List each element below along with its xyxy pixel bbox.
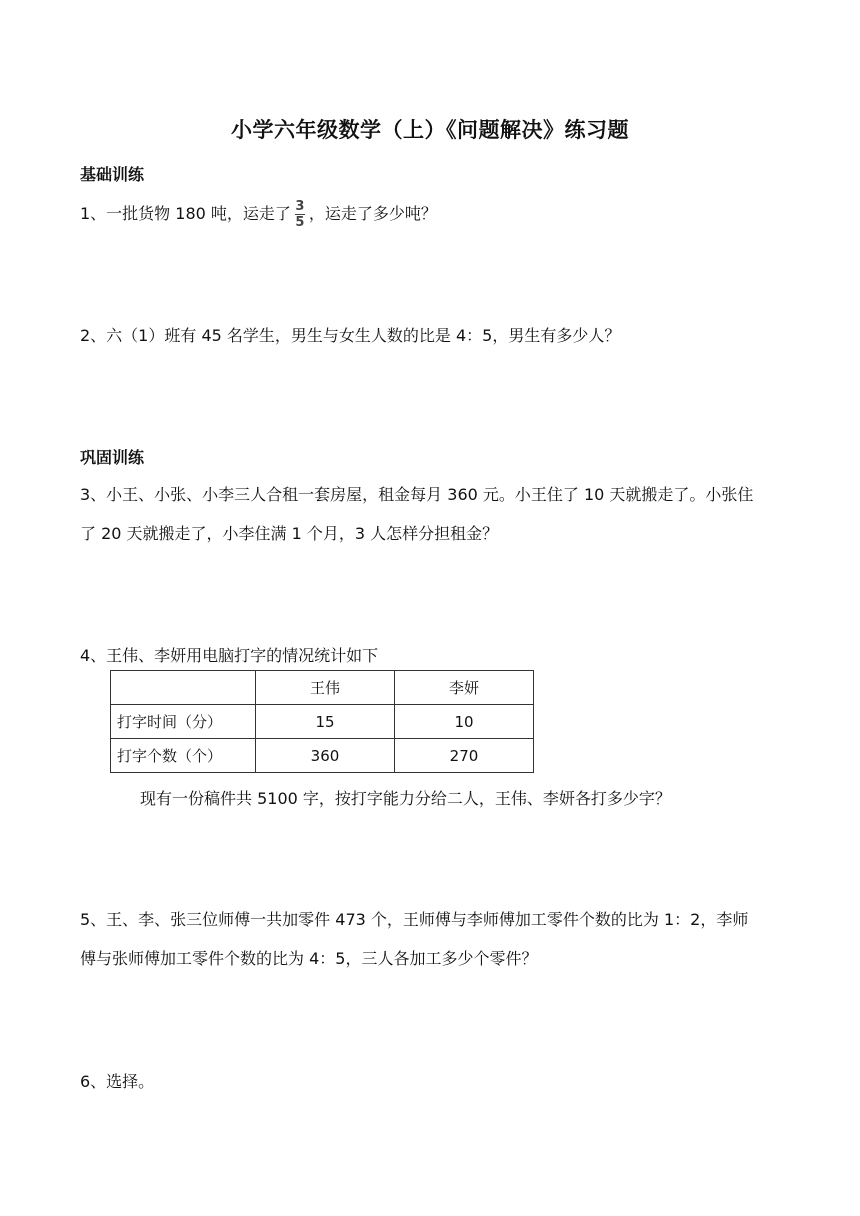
question-5-line-2: 傅与张师傅加工零件个数的比为 4：5，三人各加工多少个零件？ [80, 949, 538, 968]
question-5-line-1: 5、王、李、张三位师傅一共加零件 473 个，王师傅与李师傅加工零件个数的比为 1：2，李师 [80, 910, 749, 929]
page-title: 小学六年级数学（上）《问题解决》练习题 [231, 117, 629, 142]
table-header-row [111, 671, 534, 705]
section-heading-consolidate: 巩固训练 [80, 448, 145, 467]
table-header-liyan: 李妍 [395, 671, 534, 705]
question-4-intro: 4、王伟、李妍用电脑打字的情况统计如下 [80, 646, 379, 665]
table-row-label: 打字时间（分） [111, 705, 256, 739]
table-cell [111, 671, 256, 705]
section-heading-basic: 基础训练 [80, 165, 145, 184]
table-row-label: 打字个数（个） [111, 739, 256, 773]
fraction-numerator: 3 [295, 199, 305, 214]
table-header-wangwei: 王伟 [256, 671, 395, 705]
table-cell: 15 [256, 705, 395, 739]
fraction-denominator: 5 [295, 215, 305, 230]
question-1-text-before: 1、一批货物 180 吨，运走了 [80, 204, 291, 223]
table-row [111, 739, 534, 773]
question-1-text-after: ，运走了多少吨？ [308, 204, 437, 223]
fraction-3-5 [295, 200, 305, 229]
question-3-line-1: 3、小王、小张、小李三人合租一套房屋，租金每月 360 元。小王住了 10 天就搬走了。小张住 [80, 485, 754, 504]
question-2: 2、六（1）班有 45 名学生，男生与女生人数的比是 4：5，男生有多少人？ [80, 326, 621, 345]
table-cell: 10 [395, 705, 534, 739]
table-cell: 360 [256, 739, 395, 773]
question-3-line-2: 了 20 天就搬走了，小李住满 1 个月，3 人怎样分担租金？ [80, 524, 499, 543]
table-cell: 270 [395, 739, 534, 773]
question-1 [80, 200, 437, 229]
table-row [111, 705, 534, 739]
question-4-text: 现有一份稿件共 5100 字，按打字能力分给二人，王伟、李妍各打多少字？ [140, 789, 671, 808]
question-6: 6、选择。 [80, 1072, 155, 1091]
typing-stats-table [110, 670, 534, 773]
